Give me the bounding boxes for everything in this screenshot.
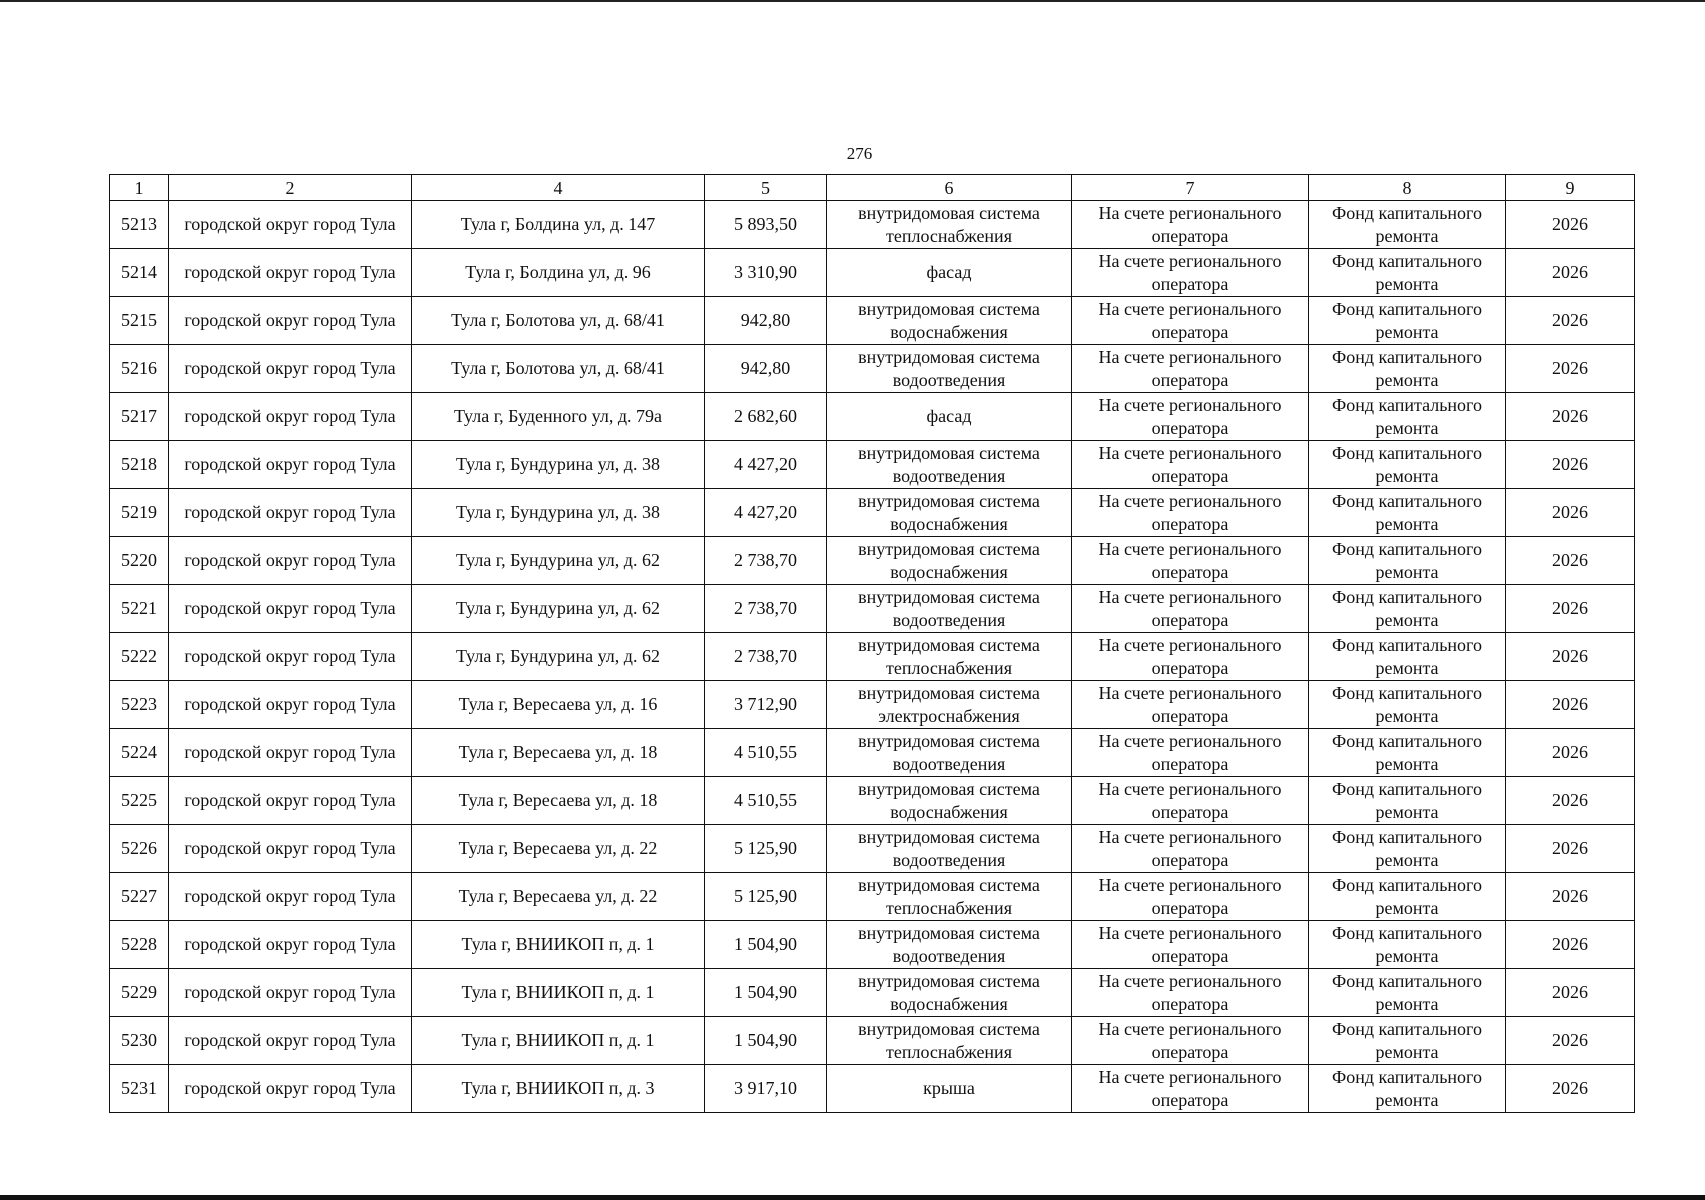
address-cell: Тула г, ВНИИКОП п, д. 1	[412, 921, 705, 969]
row-number-cell: 5231	[110, 1065, 169, 1113]
year-cell: 2026	[1506, 681, 1635, 729]
work-type-cell: фасад	[827, 393, 1072, 441]
year-cell: 2026	[1506, 1065, 1635, 1113]
work-type-cell: внутридомовая система водоснабжения	[827, 969, 1072, 1017]
row-number-cell: 5221	[110, 585, 169, 633]
table-row	[110, 825, 1635, 873]
column-header-6: 6	[827, 175, 1072, 201]
area-cell: 5 893,50	[705, 201, 827, 249]
funding-source-cell: Фонд капитального ремонта	[1309, 777, 1506, 825]
funding-source-cell: Фонд капитального ремонта	[1309, 585, 1506, 633]
table-row	[110, 201, 1635, 249]
year-cell: 2026	[1506, 921, 1635, 969]
fund-account-cell: На счете регионального оператора	[1072, 633, 1309, 681]
year-cell: 2026	[1506, 729, 1635, 777]
table-row	[110, 249, 1635, 297]
work-type-cell: крыша	[827, 1065, 1072, 1113]
funding-source-cell: Фонд капитального ремонта	[1309, 681, 1506, 729]
funding-source-cell: Фонд капитального ремонта	[1309, 1017, 1506, 1065]
address-cell: Тула г, Бундурина ул, д. 38	[412, 489, 705, 537]
column-number-row	[110, 175, 1635, 201]
fund-account-cell: На счете регионального оператора	[1072, 393, 1309, 441]
work-type-cell: внутридомовая система водоотведения	[827, 825, 1072, 873]
fund-account-cell: На счете регионального оператора	[1072, 969, 1309, 1017]
work-type-cell: внутридомовая система водоотведения	[827, 345, 1072, 393]
area-cell: 4 427,20	[705, 441, 827, 489]
address-cell: Тула г, Вересаева ул, д. 22	[412, 873, 705, 921]
district-cell: городской округ город Тула	[169, 825, 412, 873]
district-cell: городской округ город Тула	[169, 441, 412, 489]
table-row	[110, 585, 1635, 633]
area-cell: 3 310,90	[705, 249, 827, 297]
capital-repair-table	[109, 174, 1635, 1113]
year-cell: 2026	[1506, 633, 1635, 681]
year-cell: 2026	[1506, 201, 1635, 249]
table-row	[110, 489, 1635, 537]
row-number-cell: 5223	[110, 681, 169, 729]
row-number-cell: 5225	[110, 777, 169, 825]
fund-account-cell: На счете регионального оператора	[1072, 777, 1309, 825]
address-cell: Тула г, Болотова ул, д. 68/41	[412, 297, 705, 345]
table-row	[110, 969, 1635, 1017]
table-row	[110, 777, 1635, 825]
district-cell: городской округ город Тула	[169, 249, 412, 297]
district-cell: городской округ город Тула	[169, 345, 412, 393]
column-header-1: 1	[110, 175, 169, 201]
row-number-cell: 5220	[110, 537, 169, 585]
table-row	[110, 681, 1635, 729]
row-number-cell: 5229	[110, 969, 169, 1017]
area-cell: 5 125,90	[705, 873, 827, 921]
work-type-cell: внутридомовая система теплоснабжения	[827, 633, 1072, 681]
address-cell: Тула г, Бундурина ул, д. 38	[412, 441, 705, 489]
year-cell: 2026	[1506, 537, 1635, 585]
district-cell: городской округ город Тула	[169, 537, 412, 585]
address-cell: Тула г, Бундурина ул, д. 62	[412, 537, 705, 585]
district-cell: городской округ город Тула	[169, 489, 412, 537]
table-row	[110, 393, 1635, 441]
column-header-9: 9	[1506, 175, 1635, 201]
fund-account-cell: На счете регионального оператора	[1072, 537, 1309, 585]
funding-source-cell: Фонд капитального ремонта	[1309, 489, 1506, 537]
address-cell: Тула г, Вересаева ул, д. 18	[412, 777, 705, 825]
column-header-5: 5	[705, 175, 827, 201]
table-row	[110, 729, 1635, 777]
funding-source-cell: Фонд капитального ремонта	[1309, 873, 1506, 921]
table-row	[110, 1065, 1635, 1113]
row-number-cell: 5216	[110, 345, 169, 393]
funding-source-cell: Фонд капитального ремонта	[1309, 297, 1506, 345]
table-row	[110, 633, 1635, 681]
year-cell: 2026	[1506, 585, 1635, 633]
year-cell: 2026	[1506, 441, 1635, 489]
area-cell: 1 504,90	[705, 921, 827, 969]
area-cell: 1 504,90	[705, 969, 827, 1017]
funding-source-cell: Фонд капитального ремонта	[1309, 729, 1506, 777]
address-cell: Тула г, ВНИИКОП п, д. 1	[412, 1017, 705, 1065]
fund-account-cell: На счете регионального оператора	[1072, 1065, 1309, 1113]
row-number-cell: 5230	[110, 1017, 169, 1065]
district-cell: городской округ город Тула	[169, 873, 412, 921]
scan-top-edge	[0, 0, 1705, 2]
year-cell: 2026	[1506, 345, 1635, 393]
work-type-cell: внутридомовая система водоснабжения	[827, 777, 1072, 825]
scan-bottom-edge	[0, 1195, 1705, 1200]
funding-source-cell: Фонд капитального ремонта	[1309, 969, 1506, 1017]
row-number-cell: 5227	[110, 873, 169, 921]
column-header-7: 7	[1072, 175, 1309, 201]
table-row	[110, 345, 1635, 393]
address-cell: Тула г, Болдина ул, д. 147	[412, 201, 705, 249]
funding-source-cell: Фонд капитального ремонта	[1309, 1065, 1506, 1113]
table-row	[110, 297, 1635, 345]
work-type-cell: внутридомовая система водоотведения	[827, 585, 1072, 633]
table-row	[110, 441, 1635, 489]
area-cell: 5 125,90	[705, 825, 827, 873]
fund-account-cell: На счете регионального оператора	[1072, 681, 1309, 729]
row-number-cell: 5222	[110, 633, 169, 681]
fund-account-cell: На счете регионального оператора	[1072, 201, 1309, 249]
funding-source-cell: Фонд капитального ремонта	[1309, 249, 1506, 297]
work-type-cell: внутридомовая система теплоснабжения	[827, 201, 1072, 249]
year-cell: 2026	[1506, 1017, 1635, 1065]
fund-account-cell: На счете регионального оператора	[1072, 729, 1309, 777]
funding-source-cell: Фонд капитального ремонта	[1309, 393, 1506, 441]
funding-source-cell: Фонд капитального ремонта	[1309, 537, 1506, 585]
area-cell: 3 712,90	[705, 681, 827, 729]
row-number-cell: 5217	[110, 393, 169, 441]
table-row	[110, 537, 1635, 585]
district-cell: городской округ город Тула	[169, 201, 412, 249]
year-cell: 2026	[1506, 969, 1635, 1017]
fund-account-cell: На счете регионального оператора	[1072, 1017, 1309, 1065]
work-type-cell: внутридомовая система водоотведения	[827, 729, 1072, 777]
work-type-cell: внутридомовая система водоснабжения	[827, 489, 1072, 537]
work-type-cell: внутридомовая система водоотведения	[827, 921, 1072, 969]
table-body	[110, 201, 1635, 1113]
row-number-cell: 5214	[110, 249, 169, 297]
address-cell: Тула г, Вересаева ул, д. 18	[412, 729, 705, 777]
row-number-cell: 5218	[110, 441, 169, 489]
address-cell: Тула г, Бундурина ул, д. 62	[412, 585, 705, 633]
row-number-cell: 5219	[110, 489, 169, 537]
area-cell: 2 682,60	[705, 393, 827, 441]
district-cell: городской округ город Тула	[169, 969, 412, 1017]
work-type-cell: внутридомовая система теплоснабжения	[827, 873, 1072, 921]
district-cell: городской округ город Тула	[169, 297, 412, 345]
area-cell: 2 738,70	[705, 585, 827, 633]
district-cell: городской округ город Тула	[169, 1065, 412, 1113]
address-cell: Тула г, Буденного ул, д. 79а	[412, 393, 705, 441]
work-type-cell: внутридомовая система водоотведения	[827, 441, 1072, 489]
page-number: 276	[846, 144, 873, 163]
table-row	[110, 921, 1635, 969]
table-row	[110, 873, 1635, 921]
address-cell: Тула г, Вересаева ул, д. 22	[412, 825, 705, 873]
fund-account-cell: На счете регионального оператора	[1072, 825, 1309, 873]
address-cell: Тула г, Бундурина ул, д. 62	[412, 633, 705, 681]
fund-account-cell: На счете регионального оператора	[1072, 489, 1309, 537]
year-cell: 2026	[1506, 297, 1635, 345]
funding-source-cell: Фонд капитального ремонта	[1309, 441, 1506, 489]
address-cell: Тула г, Болдина ул, д. 96	[412, 249, 705, 297]
fund-account-cell: На счете регионального оператора	[1072, 873, 1309, 921]
work-type-cell: внутридомовая система водоснабжения	[827, 537, 1072, 585]
fund-account-cell: На счете регионального оператора	[1072, 249, 1309, 297]
area-cell: 4 427,20	[705, 489, 827, 537]
funding-source-cell: Фонд капитального ремонта	[1309, 201, 1506, 249]
year-cell: 2026	[1506, 393, 1635, 441]
area-cell: 942,80	[705, 297, 827, 345]
fund-account-cell: На счете регионального оператора	[1072, 441, 1309, 489]
row-number-cell: 5215	[110, 297, 169, 345]
district-cell: городской округ город Тула	[169, 633, 412, 681]
table-row	[110, 1017, 1635, 1065]
funding-source-cell: Фонд капитального ремонта	[1309, 921, 1506, 969]
area-cell: 2 738,70	[705, 537, 827, 585]
address-cell: Тула г, Вересаева ул, д. 16	[412, 681, 705, 729]
column-header-8: 8	[1309, 175, 1506, 201]
district-cell: городской округ город Тула	[169, 921, 412, 969]
area-cell: 942,80	[705, 345, 827, 393]
fund-account-cell: На счете регионального оператора	[1072, 345, 1309, 393]
year-cell: 2026	[1506, 249, 1635, 297]
district-cell: городской округ город Тула	[169, 393, 412, 441]
address-cell: Тула г, ВНИИКОП п, д. 3	[412, 1065, 705, 1113]
area-cell: 4 510,55	[705, 729, 827, 777]
address-cell: Тула г, ВНИИКОП п, д. 1	[412, 969, 705, 1017]
fund-account-cell: На счете регионального оператора	[1072, 585, 1309, 633]
district-cell: городской округ город Тула	[169, 681, 412, 729]
funding-source-cell: Фонд капитального ремонта	[1309, 345, 1506, 393]
district-cell: городской округ город Тула	[169, 729, 412, 777]
row-number-cell: 5228	[110, 921, 169, 969]
district-cell: городской округ город Тула	[169, 777, 412, 825]
year-cell: 2026	[1506, 489, 1635, 537]
funding-source-cell: Фонд капитального ремонта	[1309, 633, 1506, 681]
address-cell: Тула г, Болотова ул, д. 68/41	[412, 345, 705, 393]
area-cell: 2 738,70	[705, 633, 827, 681]
fund-account-cell: На счете регионального оператора	[1072, 921, 1309, 969]
row-number-cell: 5213	[110, 201, 169, 249]
year-cell: 2026	[1506, 825, 1635, 873]
area-cell: 3 917,10	[705, 1065, 827, 1113]
year-cell: 2026	[1506, 777, 1635, 825]
work-type-cell: внутридомовая система водоснабжения	[827, 297, 1072, 345]
fund-account-cell: На счете регионального оператора	[1072, 297, 1309, 345]
district-cell: городской округ город Тула	[169, 1017, 412, 1065]
area-cell: 1 504,90	[705, 1017, 827, 1065]
work-type-cell: внутридомовая система теплоснабжения	[827, 1017, 1072, 1065]
work-type-cell: фасад	[827, 249, 1072, 297]
year-cell: 2026	[1506, 873, 1635, 921]
work-type-cell: внутридомовая система электроснабжения	[827, 681, 1072, 729]
row-number-cell: 5226	[110, 825, 169, 873]
area-cell: 4 510,55	[705, 777, 827, 825]
column-header-4: 4	[412, 175, 705, 201]
row-number-cell: 5224	[110, 729, 169, 777]
funding-source-cell: Фонд капитального ремонта	[1309, 825, 1506, 873]
column-header-2: 2	[169, 175, 412, 201]
district-cell: городской округ город Тула	[169, 585, 412, 633]
